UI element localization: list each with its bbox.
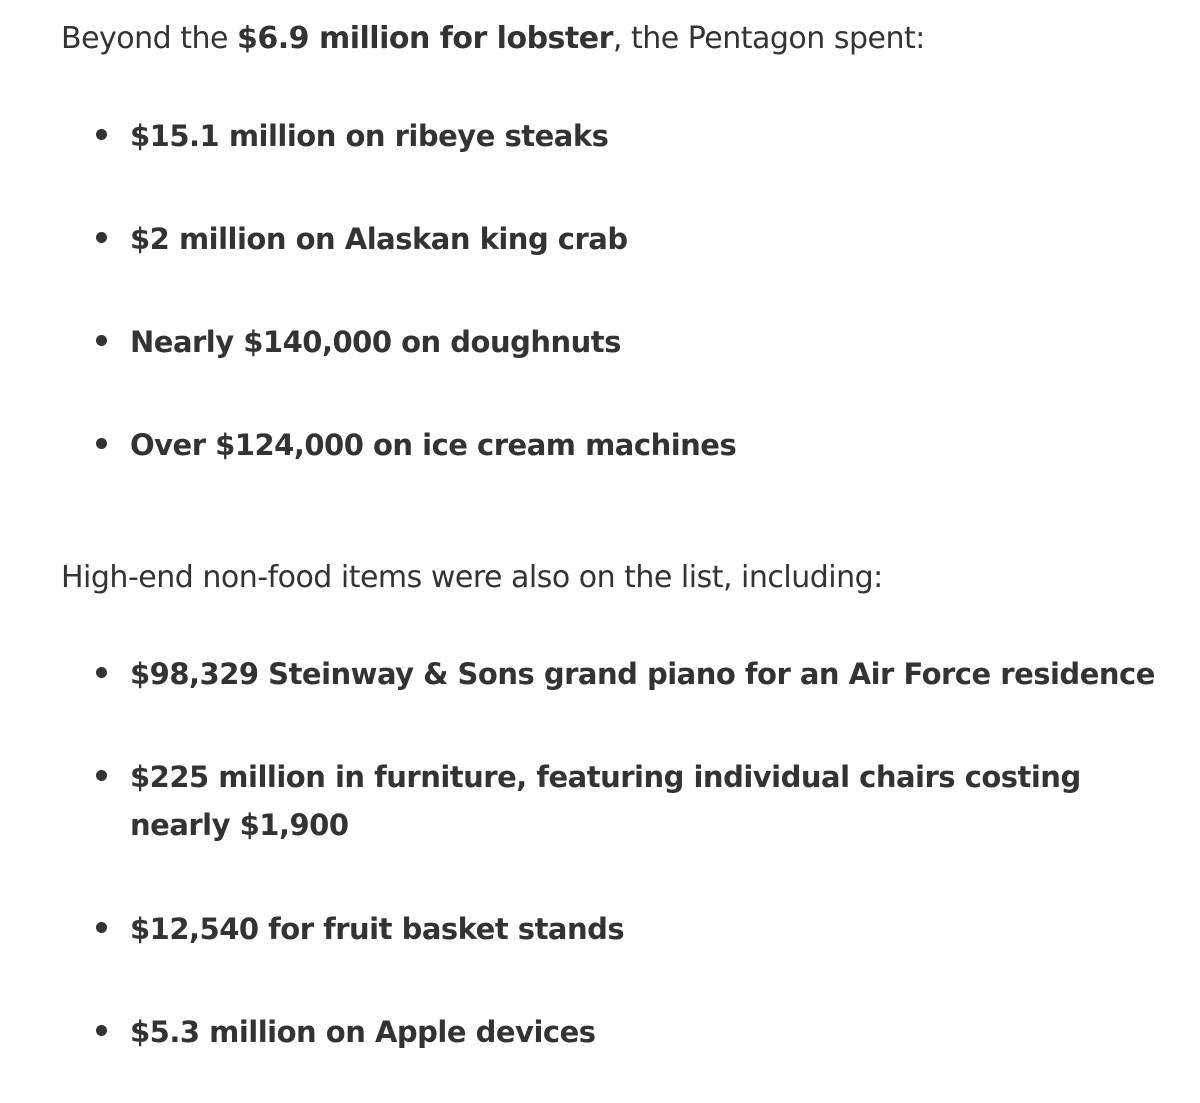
intro-highlight-lobster: $6.9 million for lobster (237, 21, 613, 56)
list-item (96, 318, 1181, 366)
bullet-dot-icon (96, 770, 107, 781)
bullet-dot-icon (96, 438, 107, 449)
intro-paragraph-spending (61, 15, 925, 63)
list-item-text: $12,540 for fruit basket stands (130, 912, 625, 946)
intro-text-after: , the Pentagon spent: (612, 21, 925, 56)
bullet-dot-icon (96, 335, 107, 346)
bullet-dot-icon (96, 129, 107, 140)
intro-text-before: Beyond the (61, 21, 238, 56)
list-item (96, 1008, 1181, 1056)
list-item-text: $98,329 Steinway & Sons grand piano for an Air Force residence (130, 657, 1155, 691)
list-item-text: $225 million in furniture, featuring individual chairs costing nearly $1,900 (130, 760, 1081, 842)
list-item (96, 753, 1181, 849)
list-item-text: $2 million on Alaskan king crab (130, 222, 628, 256)
list-item (96, 112, 1181, 160)
list-item (96, 421, 1181, 469)
intro-paragraph-non-food: High-end non-food items were also on the list, including: (61, 560, 883, 595)
list-item-text: $15.1 million on ribeye steaks (130, 119, 609, 153)
bullet-dot-icon (96, 922, 107, 933)
bullet-dot-icon (96, 1025, 107, 1036)
list-item-text: Nearly $140,000 on doughnuts (130, 325, 621, 359)
list-item (96, 650, 1181, 698)
list-item (96, 905, 1181, 953)
bullet-dot-icon (96, 232, 107, 243)
list-item-text: Over $124,000 on ice cream machines (130, 428, 737, 462)
list-item-text: $5.3 million on Apple devices (130, 1015, 596, 1049)
list-item (96, 215, 1181, 263)
bullet-dot-icon (96, 667, 107, 678)
